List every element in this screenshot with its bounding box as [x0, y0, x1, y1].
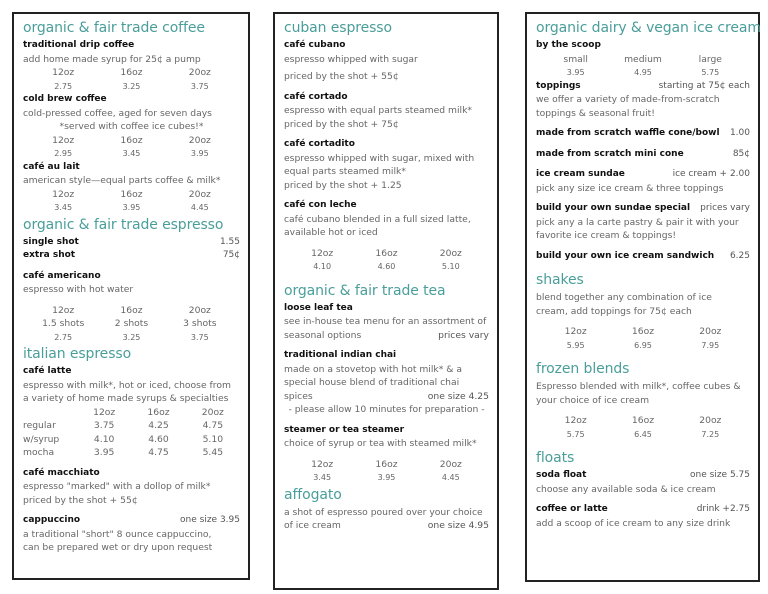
price-size-row: [23, 147, 240, 161]
price-cell: medium: [624, 53, 662, 65]
section-heading: affogato: [284, 486, 342, 503]
menu-item-name: [23, 249, 240, 263]
menu-item-description: [23, 528, 240, 542]
description-text: special house blend of traditional chai: [284, 377, 460, 388]
description-text: see in-house tea menu for an assortment of: [284, 316, 487, 327]
menu-item-description: [284, 519, 489, 533]
price-cell: 5.75: [701, 68, 720, 77]
menu-item-description: [536, 394, 750, 408]
item-price: one size 4.95: [427, 520, 489, 531]
price-cell: 3.95: [190, 149, 209, 158]
price-cell: 2.75: [54, 81, 73, 91]
menu-item-description: [284, 376, 489, 390]
price-size-row: [536, 428, 750, 442]
description-text: we offer a variety of made-from-scratch: [536, 94, 720, 105]
price-cell: 4.25: [148, 420, 169, 431]
price-cell: 3 shots: [183, 318, 217, 329]
item-price: ice cream + 2.00: [672, 169, 750, 179]
menu-item-description: [536, 93, 750, 107]
price-cell: 20oz: [439, 458, 462, 470]
section-heading: italian espresso: [23, 346, 132, 362]
item-name-text: café cortadito: [284, 139, 355, 149]
menu-item-name: [284, 424, 489, 438]
menu-item-name: [536, 148, 750, 162]
menu-item-name: [23, 365, 240, 379]
item-name-text: café au lait: [23, 161, 80, 172]
menu-item-name: [536, 168, 750, 182]
menu-item-description: [536, 107, 750, 121]
menu-item-name: [536, 127, 750, 141]
item-name-text: coffee or latte: [536, 504, 608, 514]
menu-item-description: [23, 379, 240, 393]
price-cell: 3.95: [566, 68, 585, 77]
price-cell: 12oz: [564, 415, 587, 426]
item-name-text: single shot: [23, 236, 79, 247]
price-size-row: [23, 433, 240, 447]
item-price: 1.00: [729, 128, 750, 138]
price-cell: mocha: [23, 447, 55, 458]
description-text: seasonal options: [284, 329, 362, 341]
menu-item-name: [284, 138, 489, 152]
price-cell: 16oz: [120, 304, 143, 316]
price-cell: 3.45: [313, 473, 332, 482]
item-name-text: loose leaf tea: [284, 302, 353, 313]
description-text: pick any a la carte pastry & pair it with your: [536, 216, 739, 228]
price-cell: 2.75: [54, 332, 73, 342]
price-cell: 12oz: [52, 134, 75, 146]
menu-item-name: [23, 93, 240, 107]
description-text: priced by the shot + 55¢: [284, 71, 399, 82]
price-size-row: [23, 419, 240, 433]
price-size-row: [23, 317, 240, 331]
menu-item-description: [284, 437, 489, 451]
price-size-row: [284, 471, 489, 485]
price-size-row: [23, 66, 240, 80]
item-name-text: ice cream sundae: [536, 169, 625, 179]
price-cell: regular: [23, 420, 56, 431]
price-cell: large: [698, 53, 722, 65]
menu-item-name: [23, 467, 240, 481]
description-text: - please allow 10 minutes for preparation -: [288, 404, 485, 415]
price-cell: 16oz: [375, 458, 398, 470]
menu-item-description: [284, 329, 489, 343]
item-price: one size 5.75: [690, 470, 750, 480]
price-size-row: [536, 66, 750, 80]
menu-item-description: [284, 213, 489, 227]
menu-column-cuban-tea: [273, 12, 499, 590]
price-cell: 6.45: [634, 429, 652, 439]
price-cell: 20oz: [188, 67, 211, 78]
price-cell: 12oz: [52, 67, 75, 78]
item-name-text: soda float: [536, 470, 587, 480]
description-text: choose any available soda & ice cream: [536, 483, 716, 495]
menu-item-description: [536, 216, 750, 230]
menu-item-description: [23, 392, 240, 406]
section-heading: floats: [536, 450, 575, 466]
section-heading: organic & fair trade espresso: [23, 216, 224, 233]
item-name-text: cold brew coffee: [23, 94, 107, 104]
menu-column-ice-cream: [525, 12, 760, 582]
price-cell: 3.25: [122, 332, 141, 342]
price-cell: 4.75: [202, 420, 224, 431]
item-name-text: café latte: [23, 366, 72, 376]
price-cell: 3.95: [93, 447, 115, 458]
price-size-row: [536, 339, 750, 353]
price-cell: 16oz: [120, 67, 143, 78]
price-size-row: [23, 134, 240, 148]
item-price: one size 3.95: [180, 515, 240, 525]
price-cell: 1.5 shots: [42, 318, 85, 329]
menu-item-name: [23, 514, 240, 528]
price-cell: 3.75: [93, 420, 115, 431]
description-text: Espresso blended with milk*, coffee cubes &: [536, 381, 741, 392]
description-text: espresso whipped with sugar: [284, 53, 418, 65]
description-text: espresso "marked" with a dollop of milk*: [23, 481, 211, 492]
item-price: 75¢: [222, 250, 240, 260]
price-cell: 7.95: [701, 340, 720, 350]
section-heading: cuban espresso: [284, 20, 392, 36]
section-heading: organic & fair trade tea: [284, 282, 446, 299]
item-name-text: café con leche: [284, 200, 357, 210]
description-text: made on a stovetop with hot milk* & a: [284, 363, 462, 375]
price-cell: 4.75: [148, 447, 169, 458]
menu-item-description: [23, 541, 240, 555]
price-cell: 2.95: [54, 149, 73, 158]
item-price: prices vary: [438, 329, 489, 341]
section-heading: organic & fair trade coffee: [23, 20, 205, 36]
menu-item-name: [23, 39, 240, 53]
menu-item-description: [536, 291, 750, 305]
section-heading: organic dairy & vegan ice cream: [536, 20, 761, 36]
price-cell: 5.95: [566, 340, 585, 350]
price-cell: 5.10: [202, 433, 224, 445]
menu-item-description: [284, 70, 489, 84]
price-cell: 16oz: [631, 326, 655, 337]
price-size-row: [536, 414, 750, 428]
price-cell: 5.10: [441, 262, 460, 271]
price-cell: 4.45: [441, 473, 460, 482]
menu-item-description: [23, 174, 240, 188]
menu-item-name: [536, 39, 750, 53]
item-name-text: café cortado: [284, 91, 348, 102]
description-text: pick any size ice cream & three toppings: [536, 182, 724, 194]
description-text: equal parts steamed milk*: [284, 166, 406, 177]
price-cell: 4.95: [634, 68, 652, 77]
description-text: toppings & seasonal fruit!: [536, 107, 655, 119]
menu-item-name: [536, 202, 750, 216]
description-text: cold-pressed coffee, aged for seven days: [23, 107, 212, 119]
price-cell: 12oz: [311, 458, 334, 470]
description-text: priced by the shot + 55¢: [23, 494, 138, 506]
description-text: priced by the shot + 75¢: [284, 118, 399, 130]
item-name-text: steamer or tea steamer: [284, 424, 405, 435]
description-text: add a scoop of ice cream to any size drink: [536, 517, 731, 529]
menu-item-description: [284, 363, 489, 377]
item-name-text: café americano: [23, 270, 101, 281]
description-text: a variety of home made syrups & specialties: [23, 393, 229, 404]
menu-item-name: [284, 302, 489, 316]
price-cell: 4.60: [377, 262, 396, 271]
price-cell: 16oz: [120, 188, 143, 200]
menu-item-description: [536, 305, 750, 319]
menu-item-description: [536, 380, 750, 394]
description-text: *served with coffee ice cubes!*: [59, 121, 204, 132]
section-heading: frozen blends: [536, 361, 630, 377]
price-size-row: [284, 247, 489, 261]
item-name-text: build your own ice cream sandwich: [536, 250, 715, 261]
description-text: of ice cream: [284, 520, 341, 531]
item-price: starting at 75¢ each: [658, 80, 750, 91]
description-text: your choice of ice cream: [536, 394, 650, 406]
price-size-row: [23, 446, 240, 460]
menu-item-description: [23, 107, 240, 121]
item-name-text: traditional drip coffee: [23, 40, 135, 50]
price-size-row: [284, 260, 489, 274]
description-text: spices: [284, 390, 313, 402]
price-cell: 12oz: [93, 406, 116, 418]
menu-item-description: [284, 118, 489, 132]
menu-item-name: [284, 91, 489, 105]
menu-item-name: [536, 250, 750, 264]
item-price: 1.55: [219, 236, 240, 247]
menu-item-name: [23, 161, 240, 175]
item-price: drink +2.75: [696, 504, 750, 514]
menu-item-description: [23, 283, 240, 297]
description-text: a traditional "short" 8 ounce cappuccino,: [23, 528, 212, 540]
menu-item-description: [536, 229, 750, 243]
price-size-row: [536, 325, 750, 339]
menu-item-description: [284, 506, 489, 520]
item-name-text: by the scoop: [536, 40, 601, 50]
price-cell: 16oz: [147, 406, 170, 418]
item-name-text: cappuccino: [23, 515, 81, 525]
menu-item-name: [536, 503, 750, 517]
description-text: add home made syrup for 25¢ a pump: [23, 53, 201, 65]
price-cell: 2 shots: [114, 318, 149, 329]
item-name-text: extra shot: [23, 250, 76, 260]
menu-column-coffee: [12, 12, 250, 580]
menu-item-name: [536, 80, 750, 94]
description-text: espresso with milk*, hot or iced, choose from: [23, 379, 231, 391]
menu-item-description: [284, 152, 489, 166]
price-cell: 20oz: [188, 188, 211, 200]
price-size-row: [23, 80, 240, 94]
menu-item-description: [536, 483, 750, 497]
description-text: priced by the shot + 1.25: [284, 179, 402, 191]
description-text: can be prepared wet or dry upon request: [23, 542, 213, 553]
menu-item-name: [284, 39, 489, 53]
item-name-text: made from scratch waffle cone/bowl: [536, 128, 720, 138]
price-cell: small: [563, 53, 588, 65]
menu-item-description: [284, 315, 489, 329]
description-text: espresso whipped with sugar, mixed with: [284, 152, 475, 164]
menu-item-name: [23, 236, 240, 250]
menu-item-description: [23, 53, 240, 67]
menu-item-description: [284, 390, 489, 404]
price-cell: 20oz: [439, 247, 462, 259]
price-size-row: [536, 53, 750, 67]
price-cell: 16oz: [120, 134, 143, 146]
price-cell: 12oz: [311, 247, 334, 259]
menu-item-description: [536, 517, 750, 531]
menu-item-description: [284, 226, 489, 240]
price-cell: 4.10: [93, 433, 115, 445]
item-name-text: build your own sundae special: [536, 203, 691, 213]
price-cell: 5.75: [566, 429, 585, 439]
description-text: espresso with equal parts steamed milk*: [284, 105, 472, 116]
menu-item-name: [284, 199, 489, 213]
price-cell: 3.95: [122, 203, 141, 212]
item-name-text: made from scratch mini cone: [536, 148, 684, 159]
menu-item-description: [284, 165, 489, 179]
price-cell: 3.75: [190, 332, 209, 342]
item-price: one size 4.25: [427, 390, 489, 402]
price-cell: 3.45: [122, 149, 141, 158]
item-price: 85¢: [732, 148, 750, 159]
menu-item-name: [284, 349, 489, 363]
section-heading: shakes: [536, 272, 584, 288]
price-cell: 4.45: [190, 203, 209, 212]
item-name-text: café macchiato: [23, 467, 100, 478]
item-name-text: toppings: [536, 80, 581, 91]
price-size-row: [23, 406, 240, 420]
price-cell: 20oz: [699, 415, 722, 426]
price-cell: 20oz: [699, 326, 722, 337]
price-size-row: [23, 331, 240, 345]
menu-item-description: [536, 182, 750, 196]
price-cell: 4.60: [148, 433, 169, 445]
price-size-row: [23, 188, 240, 202]
price-size-row: [284, 458, 489, 472]
price-cell: 3.95: [377, 473, 396, 482]
price-cell: 12oz: [564, 326, 587, 337]
price-cell: 20oz: [188, 134, 211, 146]
menu-item-description: [284, 403, 489, 417]
menu-item-description: [23, 494, 240, 508]
menu-item-description: [284, 179, 489, 193]
description-text: espresso with hot water: [23, 284, 134, 295]
price-size-row: [23, 201, 240, 215]
description-text: american style—equal parts coffee & milk*: [23, 175, 221, 186]
price-cell: w/syrup: [23, 433, 60, 445]
price-cell: 3.75: [190, 81, 209, 91]
item-price: prices vary: [700, 203, 750, 213]
price-cell: 7.25: [701, 429, 720, 439]
menu-item-description: [284, 104, 489, 118]
price-cell: 4.10: [313, 262, 332, 271]
menu-item-description: [23, 120, 240, 134]
menu-item-name: [536, 469, 750, 483]
item-price: 6.25: [729, 250, 750, 261]
description-text: blend together any combination of ice: [536, 292, 712, 303]
price-cell: 12oz: [52, 188, 75, 200]
price-cell: 3.45: [54, 203, 73, 212]
price-cell: 5.45: [202, 447, 224, 458]
price-cell: 20oz: [188, 304, 211, 316]
price-cell: 6.95: [634, 340, 652, 350]
description-text: café cubano blended in a full sized latte,: [284, 213, 471, 225]
description-text: favorite ice cream & toppings!: [536, 230, 677, 241]
menu-item-name: [23, 270, 240, 284]
price-cell: 20oz: [201, 406, 224, 418]
description-text: choice of syrup or tea with steamed milk*: [284, 438, 477, 449]
price-cell: 3.25: [122, 81, 141, 91]
description-text: a shot of espresso poured over your choice: [284, 506, 483, 518]
description-text: available hot or iced: [284, 227, 378, 238]
price-size-row: [23, 304, 240, 318]
menu-item-description: [23, 480, 240, 494]
item-name-text: café cubano: [284, 40, 346, 50]
description-text: cream, add toppings for 75¢ each: [536, 305, 692, 317]
price-cell: 16oz: [375, 247, 398, 259]
menu-item-description: [284, 53, 489, 67]
price-cell: 12oz: [52, 304, 75, 316]
price-cell: 16oz: [631, 415, 655, 426]
item-name-text: traditional indian chai: [284, 350, 397, 360]
